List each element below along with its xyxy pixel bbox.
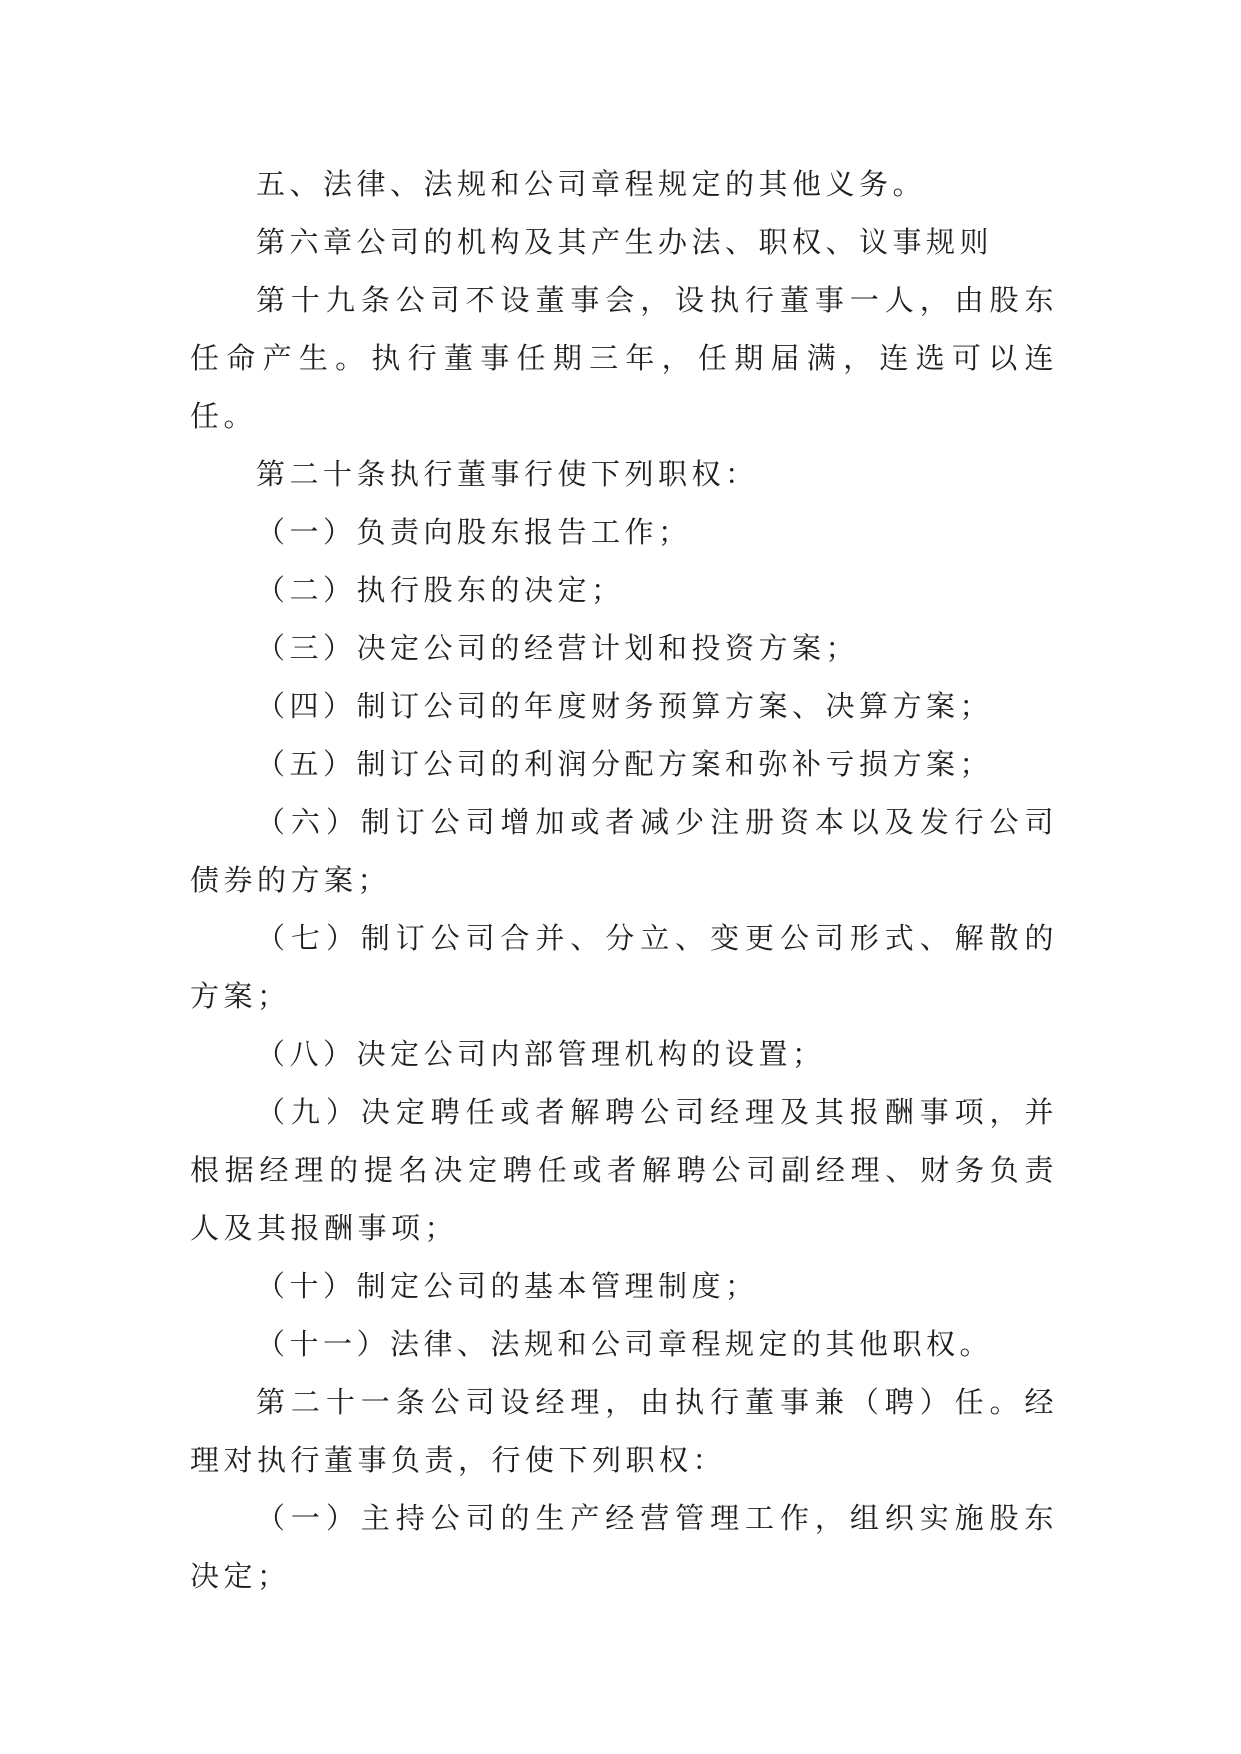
paragraph-other-obligations: 五、法律、法规和公司章程规定的其他义务。 [256,167,927,201]
article-20-item-8: （八）决定公司内部管理机构的设置； [256,1037,826,1071]
article-19: 第十九条公司不设董事会，设执行董事一人，由股东任命产生。执行董事任期三年，任期届满，连选可以连任。 [190,283,1058,433]
article-20-item-5: （五）制订公司的利润分配方案和弥补亏损方案； [256,747,994,781]
article-20-item-11: （十一）法律、法规和公司章程规定的其他职权。 [256,1327,994,1361]
article-21: 第二十一条公司设经理，由执行董事兼（聘）任。经理对执行董事负责，行使下列职权： [190,1385,1058,1477]
document-body [190,155,1058,1605]
article-20-item-4: （四）制订公司的年度财务预算方案、决算方案； [256,689,994,723]
article-20-item-1: （一）负责向股东报告工作； [256,515,692,549]
article-20-item-7: （七）制订公司合并、分立、变更公司形式、解散的方案； [190,921,1058,1013]
article-20: 第二十条执行董事行使下列职权： [256,457,759,491]
article-20-item-6: （六）制订公司增加或者减少注册资本以及发行公司债券的方案； [190,805,1058,897]
chapter-six-heading: 第六章公司的机构及其产生办法、职权、议事规则 [256,225,994,259]
article-20-item-9: （九）决定聘任或者解聘公司经理及其报酬事项，并根据经理的提名决定聘任或者解聘公司副经理、财务负责人及其报酬事项； [190,1095,1058,1245]
article-20-item-3: （三）决定公司的经营计划和投资方案； [256,631,860,665]
article-20-item-10: （十）制定公司的基本管理制度； [256,1269,759,1303]
article-20-item-2: （二）执行股东的决定； [256,573,625,607]
article-21-item-1: （一）主持公司的生产经营管理工作，组织实施股东决定； [190,1501,1058,1593]
